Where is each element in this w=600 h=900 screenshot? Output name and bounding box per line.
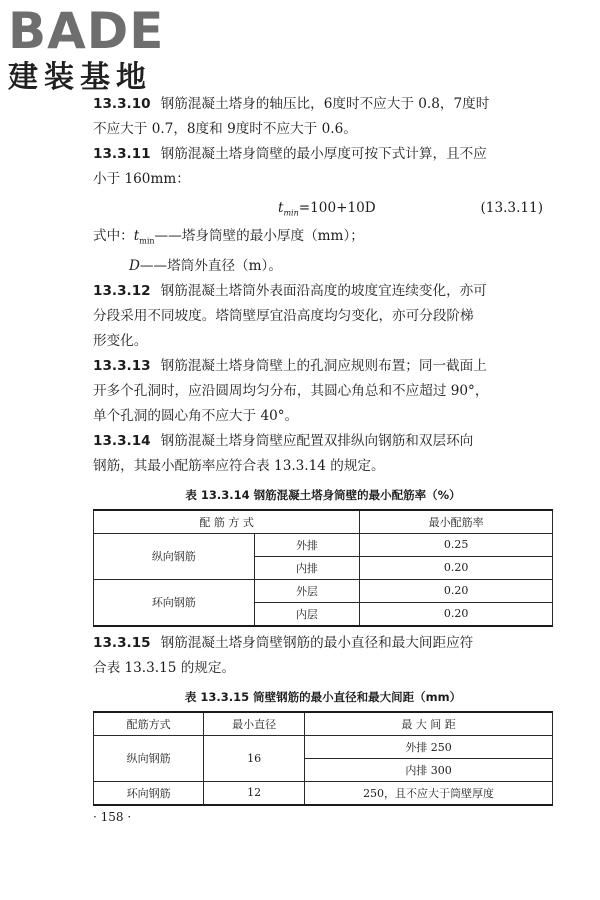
group-cell: 纵向钢筋 [94,735,204,781]
clause-text: 钢筋混凝土塔身筒壁钢筋的最小直径和最大间距应符 [160,634,474,651]
clause-13-3-12 [93,279,553,354]
sub-cell: 外排 [254,533,360,556]
clause-text: 单个孔洞的圆心角不应大于 40°。 [93,407,299,424]
clause-text: 钢筋混凝土塔身的轴压比，6度时不应大于 0.8，7度时 [160,96,490,112]
value-cell: 12 [204,781,305,805]
equation-number: (13.3.11) [480,200,543,216]
clause-number: 13.3.13 [93,357,151,374]
clause-text: 形变化。 [93,332,148,349]
clause-13-3-15 [93,631,553,681]
value-cell: 0.20 [360,602,553,626]
table-13-3-15-caption: 表 13.3.15 筒壁钢筋的最小直径和最大间距（mm） [184,689,462,704]
value-cell: 16 [204,735,305,781]
where-prefix: 式中： [93,228,134,244]
clause-13-3-11 [93,142,553,192]
header-cell: 最小配筋率 [360,510,553,534]
formula-13-3-11 [93,192,553,224]
clause-text: 钢筋混凝土塔身筒壁的最小厚度可按下式计算，且不应 [160,146,487,162]
formula-subscript: min [283,208,299,218]
table-header-row [94,510,553,534]
logo-subtitle: 建装基地 [8,60,152,95]
clause-text: 钢筋，其最小配筋率应符合表 13.3.14 的规定。 [93,457,385,474]
clause-number: 13.3.15 [93,634,151,651]
clause-text: 钢筋混凝土塔筒外表面沿高度的坡度宜连续变化，亦可 [160,282,487,299]
clause-text: 钢筋混凝土塔身筒壁应配置双排纵向钢筋和双层环向 [160,432,474,449]
logo-wordmark: BADE [8,2,165,60]
table-row [94,533,553,556]
bade-logo [8,2,165,95]
header-cell: 最 大 间 距 [305,712,553,736]
clause-number: 13.3.12 [93,282,151,299]
value-cell: 250，且不应大于筒壁厚度 [305,781,553,805]
clause-text: 开多个孔洞时，应沿圆周均匀分布，其圆心角总和不应超过 90°， [93,382,489,399]
page-number: · 158 · [93,810,132,824]
formula-expression [278,192,376,230]
clause-number: 13.3.14 [93,432,151,449]
value-cell: 内排 300 [305,758,553,781]
where-symbol: t [133,228,140,244]
page-body [93,92,553,806]
clause-13-3-10 [93,92,553,142]
table-13-3-14 [93,509,553,627]
table-row [94,579,553,602]
header-cell: 配 筋 方 式 [94,510,360,534]
formula-rhs: =100+10D [298,200,376,216]
group-cell: 环向钢筋 [94,781,204,805]
sub-cell: 内层 [254,602,360,626]
value-cell: 0.20 [360,579,553,602]
clause-text: 小于 160mm： [93,171,190,187]
clause-number: 13.3.11 [93,146,151,162]
where-definition: ——塔筒外直径（m）。 [139,257,282,274]
formula-symbol: t [278,200,284,216]
clause-text: 合表 13.3.15 的规定。 [93,659,236,676]
clause-13-3-13 [93,354,553,429]
table-header-row [94,712,553,736]
clause-13-3-14 [93,429,553,479]
value-cell: 外排 250 [305,735,553,758]
clause-text: 不应大于 0.7，8度和 9度时不应大于 0.6。 [93,121,357,137]
table-13-3-14-caption: 表 13.3.14 钢筋混凝土塔身筒壁的最小配筋率（%） [185,487,461,502]
group-cell: 环向钢筋 [94,579,255,626]
header-cell: 最小直径 [204,712,305,736]
where-line-2 [93,254,553,279]
where-symbol: D [129,257,140,274]
value-cell: 0.20 [360,556,553,579]
value-cell: 0.25 [360,533,553,556]
table-row [94,735,553,758]
table-row [94,781,553,805]
clause-text: 分段采用不同坡度。塔筒壁厚宜沿高度均匀变化，亦可分段阶梯 [93,307,474,324]
sub-cell: 外层 [254,579,360,602]
sub-cell: 内排 [254,556,360,579]
table-13-3-15 [93,711,553,806]
clause-text: 钢筋混凝土塔身筒壁上的孔洞应规则布置；同一截面上 [160,357,487,374]
where-subscript: min [139,236,155,246]
group-cell: 纵向钢筋 [94,533,255,579]
clause-number: 13.3.10 [93,96,151,112]
where-definition: ——塔身筒壁的最小厚度（mm）； [154,228,364,244]
header-cell: 配筋方式 [94,712,204,736]
